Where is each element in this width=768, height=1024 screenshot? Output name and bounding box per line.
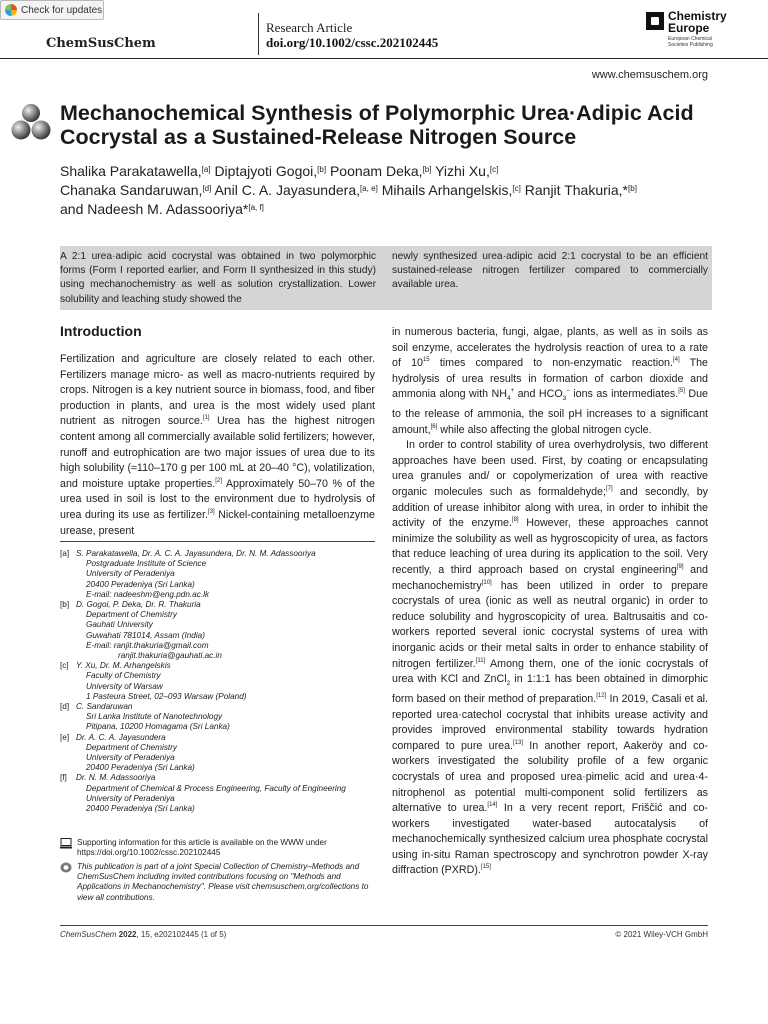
paragraph: In order to control stability of urea overhydrolysis, two different approaches have been used. First, by coating or encapsulating urea granules and/ or copolymerization of urea with reactive organic molecules such as formaldehyde;[7] and secondly, by addition of urease inhibitor along with urea, in order to inhibit the activity of the enzyme.[8] However, these approaches cannot minimize the solubility as well as hygroscopicity of urea, as factors that reduce leaching of urea during its application to the soil. Very recently, a third approach based on crystal engineering[9] and mechanochemistry[10] has been utilized in order to prepare cocrystals of urea (ionic as well as neutral organic) in order to reduce solubility and hygroscopicity of urea. Baltrusaitis and co-workers reported several ionic cocrystal systems of urea with inorganic acids or their metal salts in order to enhance stability of nitrogen fertilizer.[11] Among them, one of the ionic cocrystals of urea with KCl and ZnCl$_2$ in 1:1:1 has been obtained in dimorphic form based on their method of preparation.[12] In 2019, Casali et al. reported urea·catechol cocrystal that inhibits urease activity and provides improved environmental stability towards hydration compared to pure urea.[13] In another report, Aakeröy and co-workers investigated the solubility profile of a few organic cocrystals of urea and proposed urea·pimelic acid and urea·4-nitrophenol as potential multi-component solid fertilizers as alternative to urea.[14] In a very recent report, Friščić and co-workers investigated water-based autocatalysis of mechanochemically synthesized calcium urea phosphate cocrystal using in-situ Raman spectroscopy and synchrotron powder X-ray diffraction (PXRD).[15]: [392, 439, 709, 877]
article-type: Research Article: [266, 20, 353, 35]
author-name: and Nadeesh M. Adassooriya*: [60, 201, 249, 217]
special-collection-text: This publication is part of a joint Special Collection of Chemistry–Methods and ChemSusChem including invited contributions focusing on "Methods and Applications in Mechanochemistry". Please visit chemsuschem.org/collections to view all contributions.: [77, 862, 369, 902]
author-affiliation-marker: [a]: [201, 165, 211, 174]
affiliation-line: Sri Lanka Institute of Nanotechnology: [86, 712, 223, 722]
affiliation-label: [d]: [60, 702, 70, 712]
affiliation-line: Y. Xu, Dr. M. Arhangelskis: [76, 661, 171, 671]
affiliation-block: [60, 733, 380, 774]
affiliation-line: University of Peradeniya: [86, 569, 175, 579]
affiliation-line: University of Warsaw: [86, 681, 163, 691]
author-affiliation-marker: [d]: [202, 184, 212, 193]
affiliation-block: [60, 600, 380, 661]
author-affiliation-marker: [a, f]: [248, 203, 264, 212]
footnote-rule: [60, 541, 375, 542]
author-affiliation-marker: [c]: [512, 184, 521, 193]
affiliation-line: C. Sandaruwan: [76, 702, 133, 712]
copyright: © 2021 Wiley-VCH GmbH: [615, 930, 708, 939]
check-updates-icon: [5, 4, 17, 16]
affiliation-line: Department of Chemistry: [86, 610, 178, 620]
affiliation-block: [60, 702, 380, 733]
check-for-updates-label: Check for updates: [21, 4, 103, 16]
affiliations: [60, 549, 380, 814]
citation-journal: ChemSusChem: [60, 930, 119, 939]
author-list: [60, 162, 710, 219]
author-name: Chanaka Sandaruwan,: [60, 182, 203, 198]
citation-year: 2022: [118, 930, 137, 939]
footer-rule: [60, 925, 708, 926]
affiliation-line: Department of Chemistry: [86, 742, 178, 752]
computer-icon: [60, 838, 72, 849]
author-name: Yizhi Xu,: [435, 163, 490, 179]
abstract-text-right: newly synthesized urea·adipic acid 2:1 cocrystal to be an efficient sustained-release nitrogen fertilizer compared to commercially available urea.: [392, 251, 708, 291]
affiliation-line: University of Peradeniya: [86, 753, 175, 763]
affiliation-line: Faculty of Chemistry: [86, 671, 161, 681]
affiliation-line[interactable]: ranjit.thakuria@gauhati.ac.in: [118, 651, 222, 661]
journal-name: ChemSusChem: [46, 36, 156, 51]
supporting-info-text: Supporting information for this article is available on the WWW under https://doi.org/10.1002/cssc.202102445: [77, 838, 327, 858]
affiliation-block: [60, 661, 380, 702]
affiliation-line: University of Peradeniya: [86, 793, 175, 803]
publisher-tagline-line1: European Chemical: [668, 36, 712, 42]
affiliation-line: Dr. N. M. Adassooriya: [76, 773, 156, 783]
article-title: Mechanochemical Synthesis of Polymorphic Urea·Adipic Acid Cocrystal as a Sustained-Release Nitrogen Source: [60, 101, 694, 149]
author-affiliation-marker: [b]: [317, 165, 327, 174]
header-rule: [0, 58, 768, 59]
paragraph: in numerous bacteria, fungi, algae, plants, as well as in soils as soil enzyme, accelerates the hydrolysis reaction of urea to a rate of $10^{15}$ times compared to non-enzymatic reaction.[4] The hydrolysis of urea results in formation of carbon dioxide and ammonia along with $NH_4^+$ and $HCO_3^-$ ions as intermediates.[5] Due to the release of ammonia, the soil pH increases to a significant amount,[6] while also affecting the global nitrogen cycle.: [392, 326, 708, 436]
collection-icon: [60, 862, 72, 873]
author-affiliation-marker: [a, e]: [360, 184, 378, 193]
section-heading-introduction: Introduction: [60, 323, 142, 339]
molecule-spheres-icon: [10, 102, 52, 142]
affiliation-line: Guwahati 781014, Assam (India): [86, 630, 205, 640]
affiliation-label: [f]: [60, 773, 67, 783]
chemistry-europe-logo-icon: [646, 12, 664, 30]
journal-website-link[interactable]: www.chemsuschem.org: [591, 69, 708, 81]
citation-details: , 15, e202102445 (1 of 5): [136, 930, 227, 939]
publisher-name-line2: Europe: [668, 21, 710, 35]
affiliation-block: [60, 773, 380, 814]
check-for-updates-button[interactable]: [0, 0, 104, 20]
author-name: Poonam Deka,: [329, 163, 423, 179]
citation: [60, 930, 226, 939]
affiliation-line: Pitipana, 10200 Homagama (Sri Lanka): [86, 722, 230, 732]
publisher-name-line1: Chemistry: [668, 9, 727, 23]
affiliation-line: Gauhati University: [86, 620, 153, 630]
affiliation-line: Dr. A. C. A. Jayasundera: [76, 732, 166, 742]
publisher-logo: [646, 10, 736, 50]
paragraph: Fertilization and agriculture are closely related to each other. Fertilizers manage micro- as well as macro-nutrients required by crops. Nitrogen is a key nutrient source in biomass, food, and fiber production in plants, and urea is the most widely used plant nutrient as nitrogen source.[1] Urea has the highest nitrogen content among all commercially available solid fertilizers; however, runoff and eutrophication are two major issues of urea due to its high solubility (≈110–170 g per 100 mL at 20–40 °C), volatilization, and moisture uptake properties.[2] Approximately 50–70 % of the urea used in soil is lost to the environment due to hydrolysis of urea during its use as fertilizer.[3] Nickel-containing metalloenzyme urease, present: [60, 353, 375, 537]
affiliation-line: 20400 Peradeniya (Sri Lanka): [86, 763, 195, 773]
introduction-column-left: [60, 352, 375, 539]
affiliation-line: 20400 Peradeniya (Sri Lanka): [86, 804, 195, 814]
affiliation-line: S. Parakatawella, Dr. A. C. A. Jayasundera, Dr. N. M. Adassooriya: [76, 549, 316, 558]
author-affiliation-marker: [b]: [422, 165, 432, 174]
author-affiliation-marker: [b]: [628, 184, 637, 193]
affiliation-label: [a]: [60, 549, 70, 558]
supporting-info-note: [60, 838, 378, 858]
abstract-text-left: A 2:1 urea·adipic acid cocrystal was obtained in two polymorphic forms (Form I reported earlier, and Form II synthesized in this study) using mechanochemistry as well as solution crystallization. Lower solubility and leaching study showed the: [60, 251, 376, 305]
affiliation-line: Postgraduate Institute of Science: [86, 559, 207, 569]
affiliation-line[interactable]: E-mail: ranjit.thakuria@gmail.com: [86, 640, 209, 650]
publisher-tagline-line2: Societies Publishing: [668, 42, 713, 48]
header-divider: [258, 13, 259, 55]
affiliation-line: 20400 Peradeniya (Sri Lanka): [86, 579, 195, 589]
affiliation-line: 1 Pasteura Street, 02–093 Warsaw (Poland): [86, 691, 247, 701]
doi-link[interactable]: doi.org/10.1002/cssc.202102445: [266, 35, 439, 50]
special-collection-note: [60, 862, 378, 903]
author-affiliation-marker: [c]: [489, 165, 499, 174]
author-name: Anil C. A. Jayasundera,: [214, 182, 360, 198]
affiliation-line[interactable]: E-mail: nadeeshm@eng.pdn.ac.lk: [86, 589, 210, 599]
author-name: Shalika Parakatawella,: [60, 163, 202, 179]
author-name: Ranjit Thakuria,*: [524, 182, 629, 198]
abstract: [60, 246, 712, 310]
affiliation-label: [e]: [60, 732, 70, 742]
author-name: Diptajyoti Gogoi,: [214, 163, 318, 179]
affiliation-line: D. Gogoi, P. Deka, Dr. R. Thakuria: [76, 600, 201, 610]
affiliation-line: Department of Chemical & Process Engineering, Faculty of Engineering: [86, 783, 346, 793]
affiliation-label: [c]: [60, 661, 69, 671]
author-name: Mihails Arhangelskis,: [381, 182, 513, 198]
affiliation-block: [60, 549, 380, 600]
introduction-column-right: [392, 325, 708, 879]
affiliation-label: [b]: [60, 600, 70, 610]
